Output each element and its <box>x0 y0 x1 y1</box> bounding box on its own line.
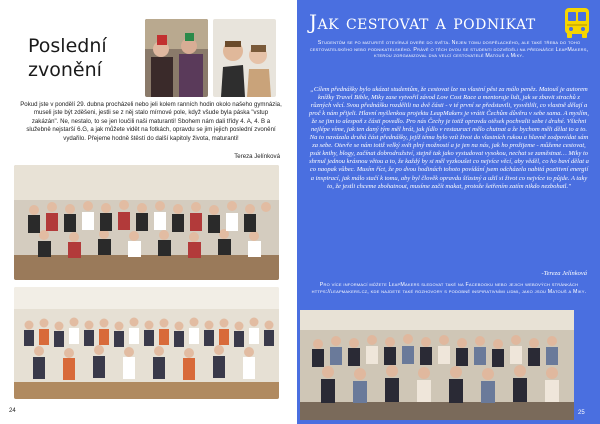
outro-text: Pro více informací můžete LeapMakers sledovat také na Facebooku nebo jejich webových stránkách https://leapmakers.cz, kde najdete také rozhovory s podobně inspirativními lidmi, jako jsou Matouš a Miky. <box>311 282 587 295</box>
intro-text: Studentům se po maturitě otevírají dveře do světa. Nejen tomu dospělackého, ale také třeba do toho cestovatelského nebo podnikatelského. Právě o těch dvou se studenti dozvěděli na přednášce LeapMakers, kterou zorganizoval dva velcí cestovatelé Matouš a Miky. <box>309 40 589 60</box>
photo-class-group-1 <box>14 165 279 280</box>
title-line-2: zvonění <box>28 59 102 81</box>
photo-students-masks <box>145 19 208 97</box>
page-title-posledni-zvoneni <box>28 34 138 82</box>
quote-author: -Tereza Jelínková <box>541 270 587 277</box>
page-number-left: 24 <box>9 408 16 414</box>
quote-text: „Cílem přednášky bylo ukázat studentům, že cestovat lze na vlastní pěst za málo peněz. Matouš je autorem knížky Travel Bible, Miky zase vytvořil závod Low Cost Race a mentoruje lidi, jak se zbavit strachů z různých věcí. Svou přednášku rozdělili na dvě části - v té první se představili, vysvětlili, co vlastně dělají a proč k nám přijeli. Hlavní myšlenkou projektu LeapMakers je vrátit Čechům důvěru v sebe sama. A myslím, že se jim to alespoň z části povedlo. Pro nás Čechy je totiž opravdu otěsek pochvalit sebe i druhé. Všichni nejlépe víme, jak ten daný tým měl hrát, jak jídlo v restauraci mělo chutnat a že bychom měli dělat to a to. Na to navázala druhá část přednášky, jejíž téma bylo vzít život do vlastních rukou a hlavně zodpovídat sám za sebe. Otevře se nám totiž velký svět plný možností a je jen na nás, jak ho prožijeme - můžeme cestovat, psát knihy, blogy, začínat dobrodružství, stejně tak jako vystudovat vysokou, nechat se zaměstnat… Miky to shrnul jednou krásnou větou a to, že každý by si měl vyzkoušet co nejvíce věcí, aby věděl, co ho baví dělat a co naopak vůbec. Musím říct, že po dvou hodinách tohoto povídání jsem odcházela nabitá pozitivní energií a inspirací, jak málo stačí k tomu, aby byl člověk opravdu šťastný a užil si život co nejvíce to půjde. A taky to, že jestli chceme zbohatnout, musíme začít makat, protože šetřením zatím nikdo nezbohatl." <box>309 86 589 190</box>
article-author: Tereza Jelínková <box>234 153 280 160</box>
page-title-jak-cestovat: Jak cestovat a podnikat <box>309 10 536 34</box>
left-page <box>0 0 296 424</box>
photo-class-group-2 <box>14 287 279 399</box>
article-body: Pokud jste v pondělí 29. dubna procházeli nebo jeli kolem ranních hodin okolo našeho gymnázia, museli jste být zděšeni, jestli se z něj stalo mírnové pole, když všude byla páska "vstup zakázán". Ne, nestalo, to se jen loučili naši maturanti! Sbohem nám dali třídy 4. A, 4. B a služebně nejstarší 6.G, a jak můžete vidět na fotkách, opravdu se jim jejich poslední zvonění vydařilo. Přejeme hodně štěstí do další kapitoly života, maturanti! <box>20 101 282 142</box>
bus-icon <box>563 7 591 39</box>
photo-lecture-audience <box>300 310 574 420</box>
page-number-right: 25 <box>578 410 585 416</box>
photo-two-students <box>213 19 276 97</box>
title-line-1: Poslední <box>28 35 107 57</box>
